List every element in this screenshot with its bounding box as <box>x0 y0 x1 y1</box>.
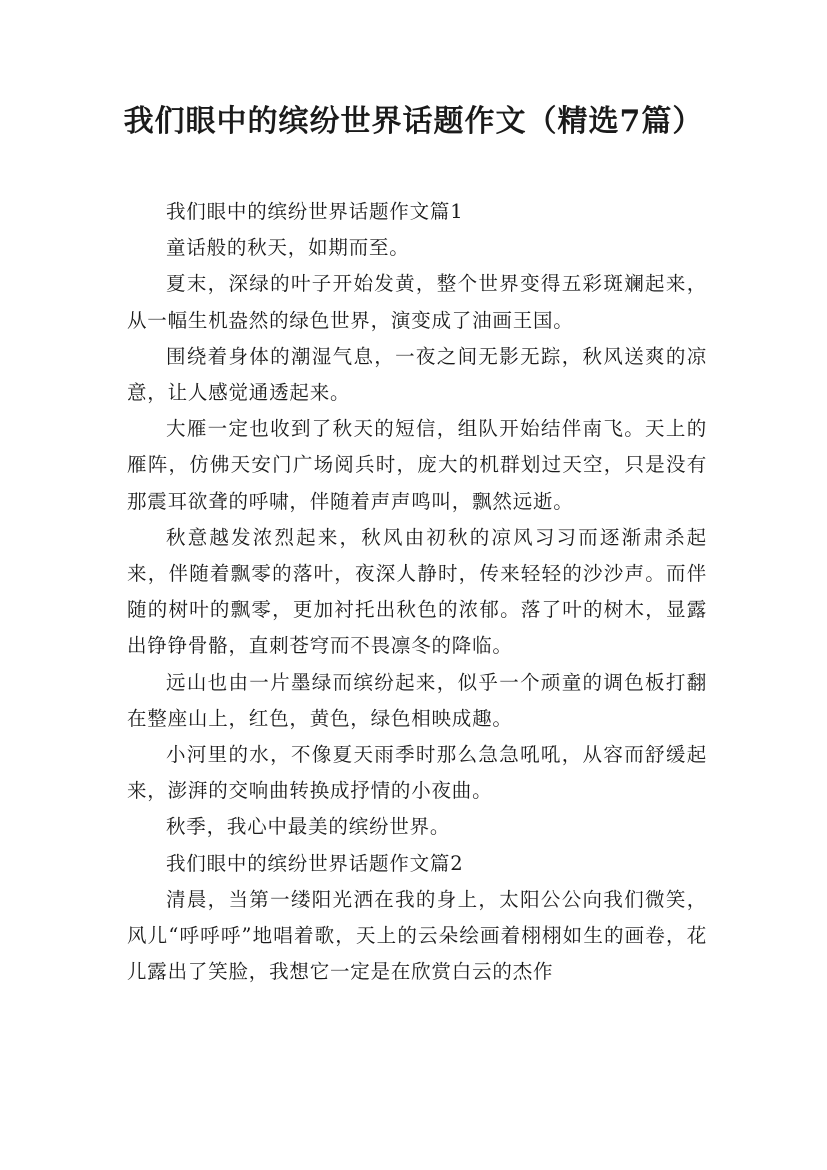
paragraph: 远山也由一片墨绿而缤纷起来，似乎一个顽童的调色板打翻在整座山上，红色，黄色，绿色相映成趣。 <box>127 670 707 730</box>
paragraph: 童话般的秋天，如期而至。 <box>166 236 410 260</box>
paragraph: 夏末，深绿的叶子开始发黄，整个世界变得五彩斑斓起来，从一幅生机盎然的绿色世界，演变成了油画王国。 <box>127 272 707 332</box>
section-heading: 我们眼中的缤纷世界话题作文篇2 <box>166 851 464 875</box>
paragraph: 小河里的水，不像夏天雨季时那么急急吼吼，从容而舒缓起来，澎湃的交响曲转换成抒情的小夜曲。 <box>127 743 707 803</box>
document-title: 我们眼中的缤纷世界话题作文（精选7篇） <box>123 104 704 139</box>
paragraph: 围绕着身体的潮湿气息，一夜之间无影无踪，秋风送爽的凉意，让人感觉通透起来。 <box>127 344 707 405</box>
paragraph: 大雁一定也收到了秋天的短信，组队开始结伴南飞。天上的雁阵，仿佛天安门广场阅兵时，庞大的机群划过天空，只是没有那震耳欲聋的呼啸，伴随着声声鸣叫，飘然远逝。 <box>127 417 707 513</box>
paragraph: 秋意越发浓烈起来，秋风由初秋的凉风习习而逐渐肃杀起来，伴随着飘零的落叶，夜深人静时，传来轻轻的沙沙声。而伴随的树叶的飘零，更加衬托出秋色的浓郁。落了叶的树木，显露出铮铮骨骼，直刺苍穹而不畏凛冬的降临。 <box>127 525 707 658</box>
paragraph: 秋季，我心中最美的缤纷世界。 <box>166 815 451 839</box>
paragraph: 清晨，当第一缕阳光洒在我的身上，太阳公公向我们微笑，风儿“呼呼呼”地唱着歌，天上的云朵绘画着栩栩如生的画卷，花儿露出了笑脸，我想它一定是在欣赏白云的杰作 <box>127 887 707 984</box>
section-heading: 我们眼中的缤纷世界话题作文篇1 <box>166 200 464 223</box>
document-body <box>127 194 707 990</box>
